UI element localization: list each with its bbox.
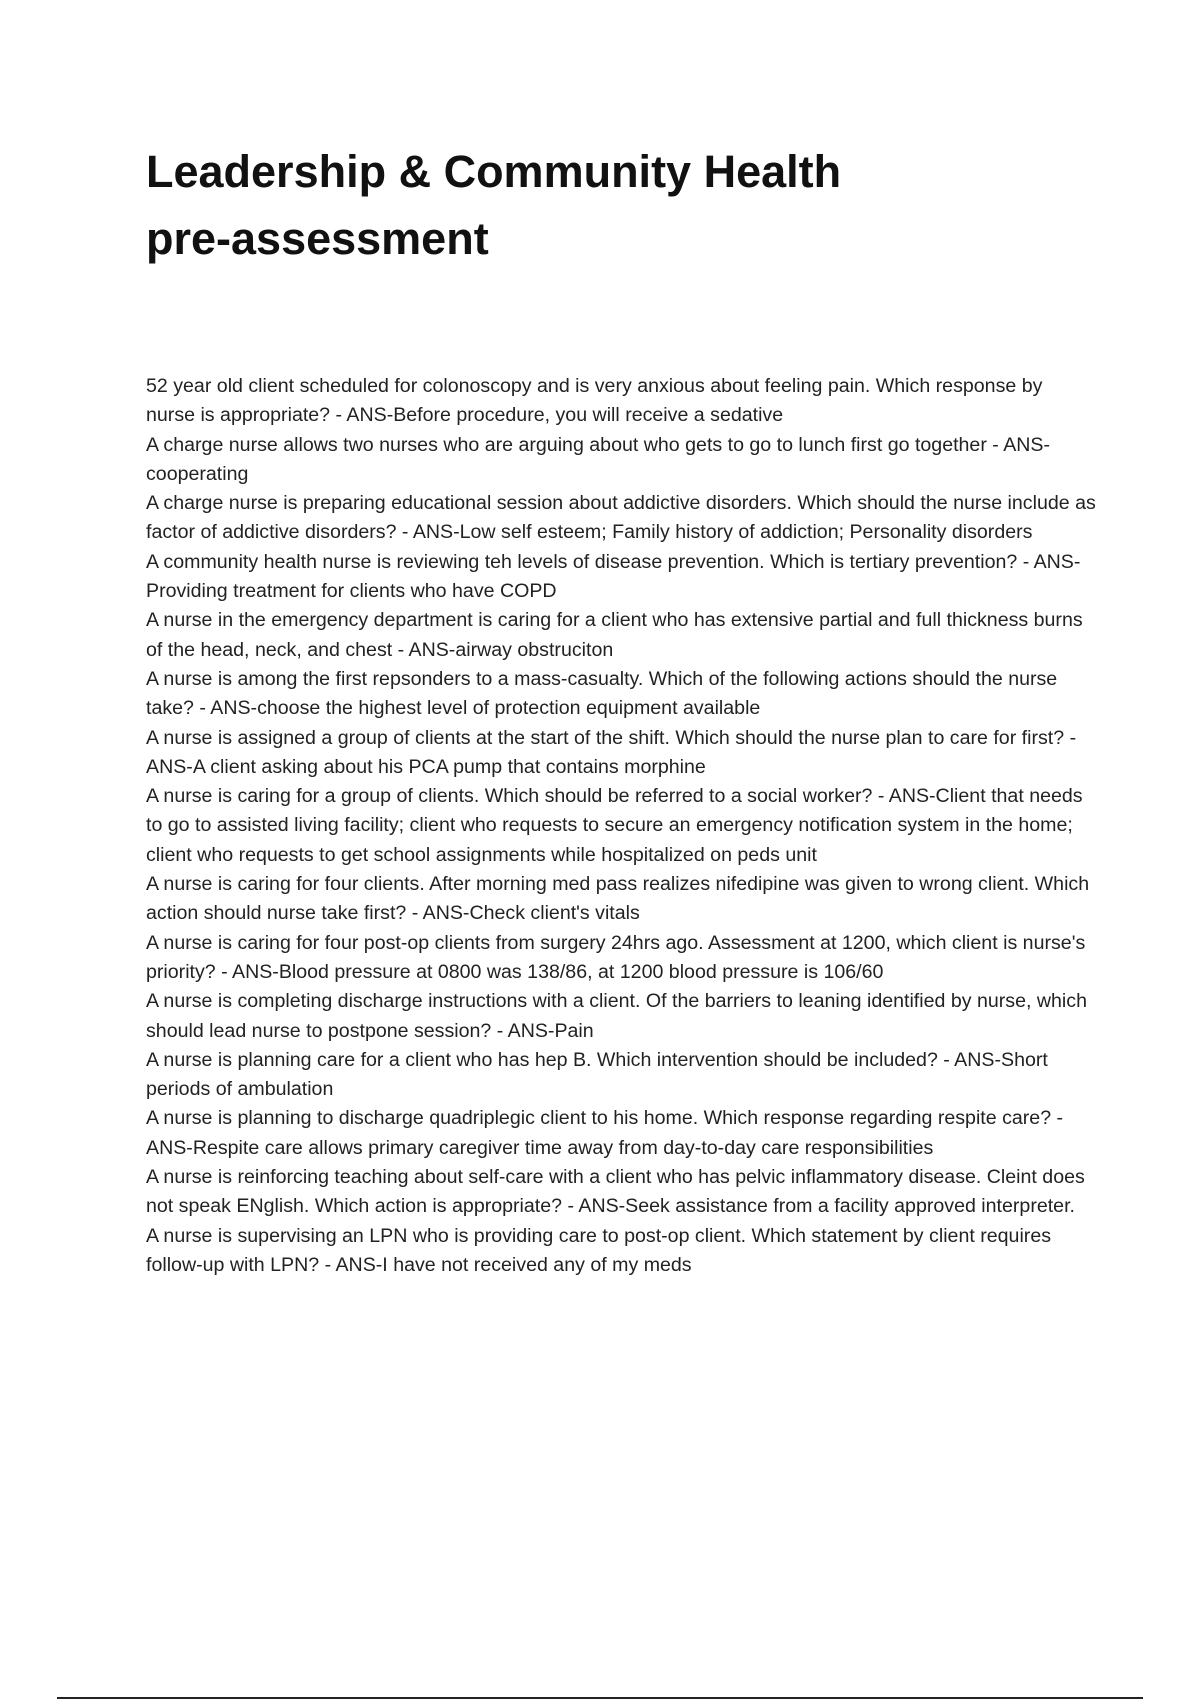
qa-item: A nurse in the emergency department is caring for a client who has extensive partial and full thickness burns of the head, neck, and chest - ANS-airway obstruciton: [146, 609, 1083, 661]
qa-list: [146, 372, 1096, 1280]
qa-item: A nurse is completing discharge instructions with a client. Of the barriers to leaning identified by nurse, which should lead nurse to postpone session? - ANS-Pain: [146, 990, 1087, 1042]
footer-divider: [57, 1697, 1143, 1699]
page-title: [146, 138, 1106, 272]
qa-item: A charge nurse is preparing educational session about addictive disorders. Which should the nurse include as factor of addictive disorders? - ANS-Low self esteem; Family history of addiction; Personality disorders: [146, 492, 1096, 544]
qa-item: A nurse is reinforcing teaching about self-care with a client who has pelvic inflammatory disease. Cleint does not speak ENglish. Which action is appropriate? - ANS-Seek assistance from a facility approved interpreter.: [146, 1166, 1085, 1218]
qa-item: A nurse is caring for a group of clients. Which should be referred to a social worker? - ANS-Client that needs to go to assisted living facility; client who requests to secure an emergency notification system in the home; client who requests to get school assignments while hospitalized on peds unit: [146, 785, 1083, 866]
qa-item: A nurse is caring for four post-op clients from surgery 24hrs ago. Assessment at 1200, which client is nurse's priority? - ANS-Blood pressure at 0800 was 138/86, at 1200 blood pressure is 106/60: [146, 931, 1086, 983]
qa-item: A nurse is planning to discharge quadriplegic client to his home. Which response regarding respite care? - ANS-Respite care allows primary caregiver time away from day-to-day care responsibilities: [146, 1107, 1064, 1159]
qa-item: A charge nurse allows two nurses who are arguing about who gets to go to lunch first go together - ANS-cooperating: [146, 433, 1051, 485]
qa-item: A nurse is assigned a group of clients at the start of the shift. Which should the nurse plan to care for first? - ANS-A client asking about his PCA pump that contains morphine: [146, 726, 1077, 778]
qa-item: A community health nurse is reviewing teh levels of disease prevention. Which is tertiary prevention? - ANS-Providing treatment for clients who have COPD: [146, 550, 1081, 603]
qa-item: A nurse is supervising an LPN who is providing care to post-op client. Which statement by client requires follow-up with LPN? - ANS-I have not received any of my meds: [146, 1224, 1052, 1276]
qa-item: A nurse is among the first repsonders to a mass-casualty. Which of the following actions should the nurse take? - ANS-choose the highest level of protection equipment available: [146, 667, 1058, 720]
qa-item: A nurse is planning care for a client who has hep B. Which intervention should be included? - ANS-Short periods of ambulation: [146, 1048, 1048, 1101]
page-title-line-1: Leadership & Community Health: [146, 146, 842, 197]
qa-item: A nurse is caring for four clients. After morning med pass realizes nifedipine was given to wrong client. Which action should nurse take first? - ANS-Check client's vitals: [146, 873, 1090, 925]
page-title-line-2: pre-assessment: [146, 213, 489, 264]
qa-item: 52 year old client scheduled for colonoscopy and is very anxious about feeling pain. Which response by nurse is appropriate? - ANS-Before procedure, you will receive a sedative: [146, 375, 1043, 427]
